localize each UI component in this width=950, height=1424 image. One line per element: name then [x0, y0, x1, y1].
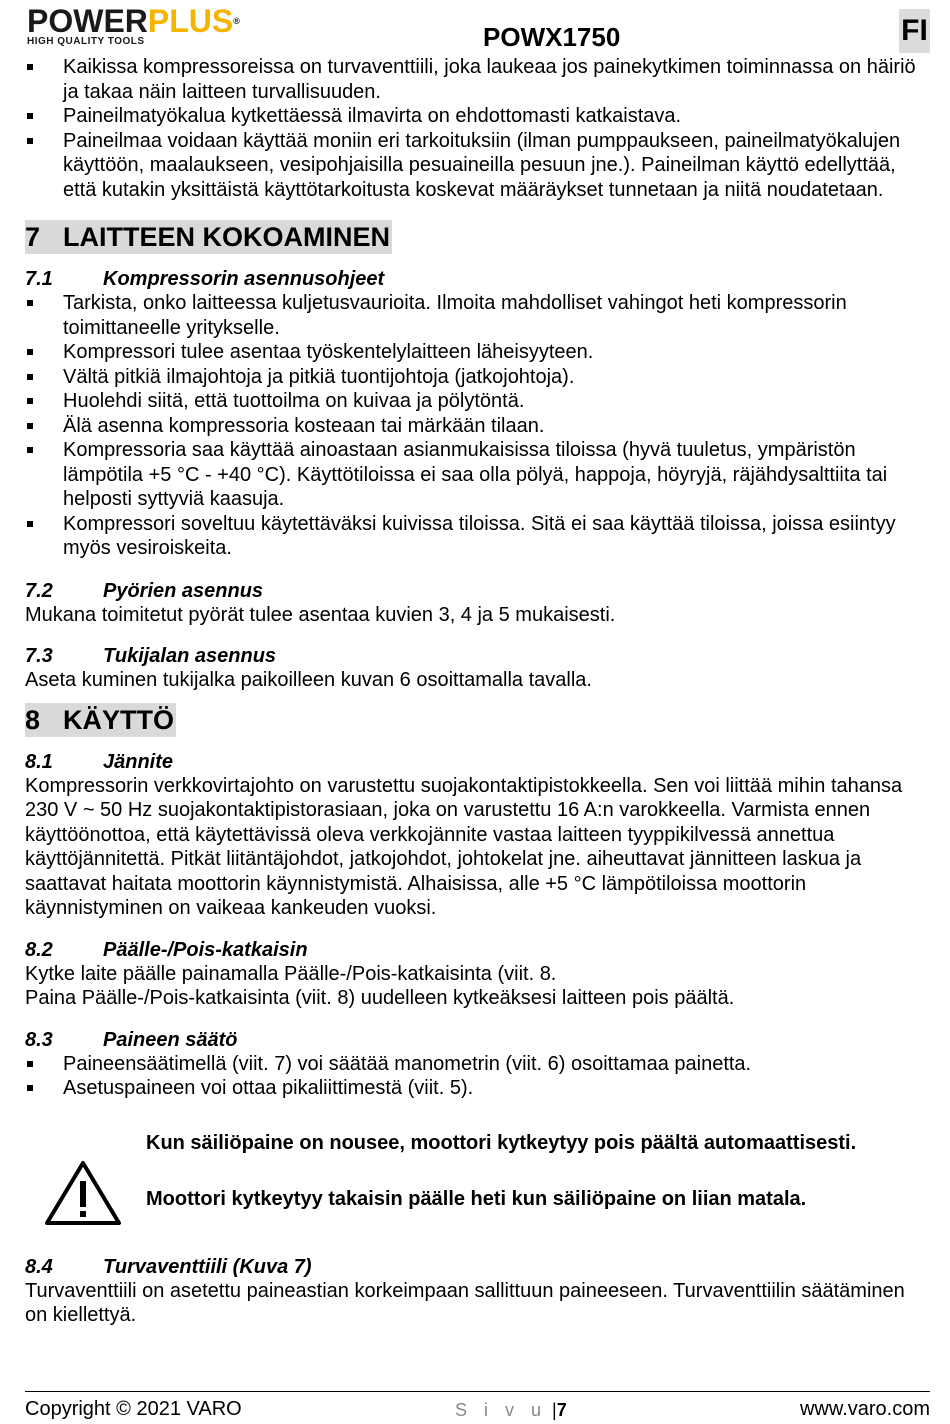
page-content [25, 55, 930, 1328]
list-item: Älä asenna kompressoria kosteaan tai märkään tilaan. [25, 414, 930, 439]
warning-box [25, 1131, 930, 1241]
brand-logo [27, 5, 287, 49]
list-item: Tarkista, onko laitteessa kuljetusvaurioita. Ilmoita mahdolliset vahingot heti kompressorin toimittaneelle yritykselle. [25, 291, 930, 340]
model-number: POWX1750 [483, 22, 621, 52]
footer-copyright: Copyright © 2021 VARO [25, 1398, 242, 1420]
installation-bullet-list [25, 291, 930, 561]
subsection-8-1-heading: 8.1 Jännite [25, 750, 174, 773]
list-item: Vältä pitkiä ilmajohtoja ja pitkiä tuontijohtoja (jatkojohtoja). [25, 365, 930, 390]
subsection-7-3-heading: 7.3 Tukijalan asennus [25, 645, 277, 667]
logo-wordmark: POWERPLUS® [27, 3, 240, 39]
subsection-8-4-heading: 8.4 Turvaventtiili (Kuva 7) [25, 1255, 312, 1278]
list-item: Paineilmaa voidaan käyttää moniin eri tarkoituksiin (ilman pumppaukseen, paineilmatyökalujen käyttöön, maalaukseen, vesipohjaisilla pesuaineilla pesuun jne.). Paineilman käyttö edellyttää, että kutakin yksittäistä käyttötarkoitusta koskevat määräykset tunnetaan ja niitä noudatetaan. [25, 129, 930, 203]
section-7-heading: 7 LAITTEEN KOKOAMINEN [25, 222, 390, 252]
wheels-paragraph: Mukana toimitetut pyörät tulee asentaa kuvien 3, 4 ja 5 mukaisesti. [25, 603, 616, 626]
intro-bullet-list [25, 55, 930, 202]
voltage-paragraph: Kompressorin verkkovirtajohto on varustettu suojakontaktipistokkeella. Sen voi liittää mihin tahansa 230 V ~ 50 Hz suojakontaktipistorasiaan, joka on varustettu 16 A:n varokkeella. Varmista ennen käyttöönottoa, että käytettävissä oleva verkkojännite vastaa laitteen tyyppikilvessä annettua käyttöjännitettä. Pitkät liitäntäjohdot, jatkojohdot, johtokelat jne. aiheuttavat jännitteen laskua ja saattavat haitata moottorin käynnistymistä. Alhaisissa, alle +5 °C lämpötiloissa moottorin käynnistyminen on vaikeaa kankeuden vuoksi. [25, 774, 903, 919]
warning-triangle-icon [43, 1159, 123, 1227]
safety-valve-paragraph: Turvaventtiili on asetettu paineastian korkeimpaan sallittuun paineeseen. Turvaventtiilin säätäminen on kiellettyä. [25, 1279, 905, 1326]
footer-website: www.varo.com [799, 1398, 930, 1420]
page-label: S i v u [455, 1400, 548, 1420]
list-item: Paineensäätimellä (viit. 7) voi säätää manometrin (viit. 6) osoittamaa painetta. [25, 1052, 930, 1077]
logo-tagline: HIGH QUALITY TOOLS [27, 36, 145, 47]
language-badge: FI [899, 9, 930, 53]
page-separator: | [552, 1400, 557, 1420]
list-item: Kaikissa kompressoreissa on turvaventtiili, joka laukeaa jos painekytkimen toiminnassa on häiriö ja takaa näin laitteen turvallisuuden. [25, 55, 930, 104]
list-item: Paineilmatyökalua kytkettäessä ilmavirta on ehdottomasti katkaistava. [25, 104, 930, 129]
switch-off-paragraph: Paina Päälle-/Pois-katkaisinta (viit. 8) uudelleen kytkeäksesi laitteen pois päältä. [25, 987, 735, 1009]
pressure-bullet-list [25, 1052, 930, 1101]
list-item: Kompressori soveltuu käytettäväksi kuivissa tiloissa. Sitä ei saa käyttää tiloissa, joissa esiintyy myös vesiroiskeita. [25, 512, 930, 561]
support-foot-paragraph: Aseta kuminen tukijalka paikoilleen kuvan 6 osoittamalla tavalla. [25, 669, 592, 691]
list-item: Huolehdi siitä, että tuottoilma on kuivaa ja pölytöntä. [25, 389, 930, 414]
list-item: Kompressoria saa käyttää ainoastaan asianmukaisissa tiloissa (hyvä tuuletus, ympäristön lämpötila +5 °C - +40 °C). Käyttötiloissa ei saa olla pölyä, happoja, höyryjä, räjähdysalttiita tai helposti syttyviä kaasuja. [25, 438, 930, 512]
list-item: Asetuspaineen voi ottaa pikaliittimestä (viit. 5). [25, 1076, 930, 1101]
footer-divider [25, 1391, 930, 1392]
subsection-8-2-heading: 8.2 Päälle-/Pois-katkaisin [25, 938, 308, 961]
subsection-7-1-heading: 7.1 Kompressorin asennusohjeet [25, 268, 385, 290]
switch-on-paragraph: Kytke laite päälle painamalla Päälle-/Pois-katkaisinta (viit. 8. [25, 962, 557, 985]
page-number: 7 [556, 1400, 567, 1420]
list-item: Kompressori tulee asentaa työskentelylaitteen läheisyyteen. [25, 340, 930, 365]
warning-text-auto-on: Moottori kytkeytyy takaisin päälle heti kun säiliöpaine on liian matala. [146, 1187, 807, 1210]
subsection-7-2-heading: 7.2 Pyörien asennus [25, 579, 264, 602]
warning-text-auto-off: Kun säiliöpaine on nousee, moottori kytkeytyy pois päältä automaattisesti. [146, 1131, 857, 1154]
section-8-heading: 8 KÄYTTÖ [25, 704, 174, 735]
footer-page-indicator [455, 1400, 567, 1421]
subsection-8-3-heading: 8.3 Paineen säätö [25, 1028, 238, 1051]
